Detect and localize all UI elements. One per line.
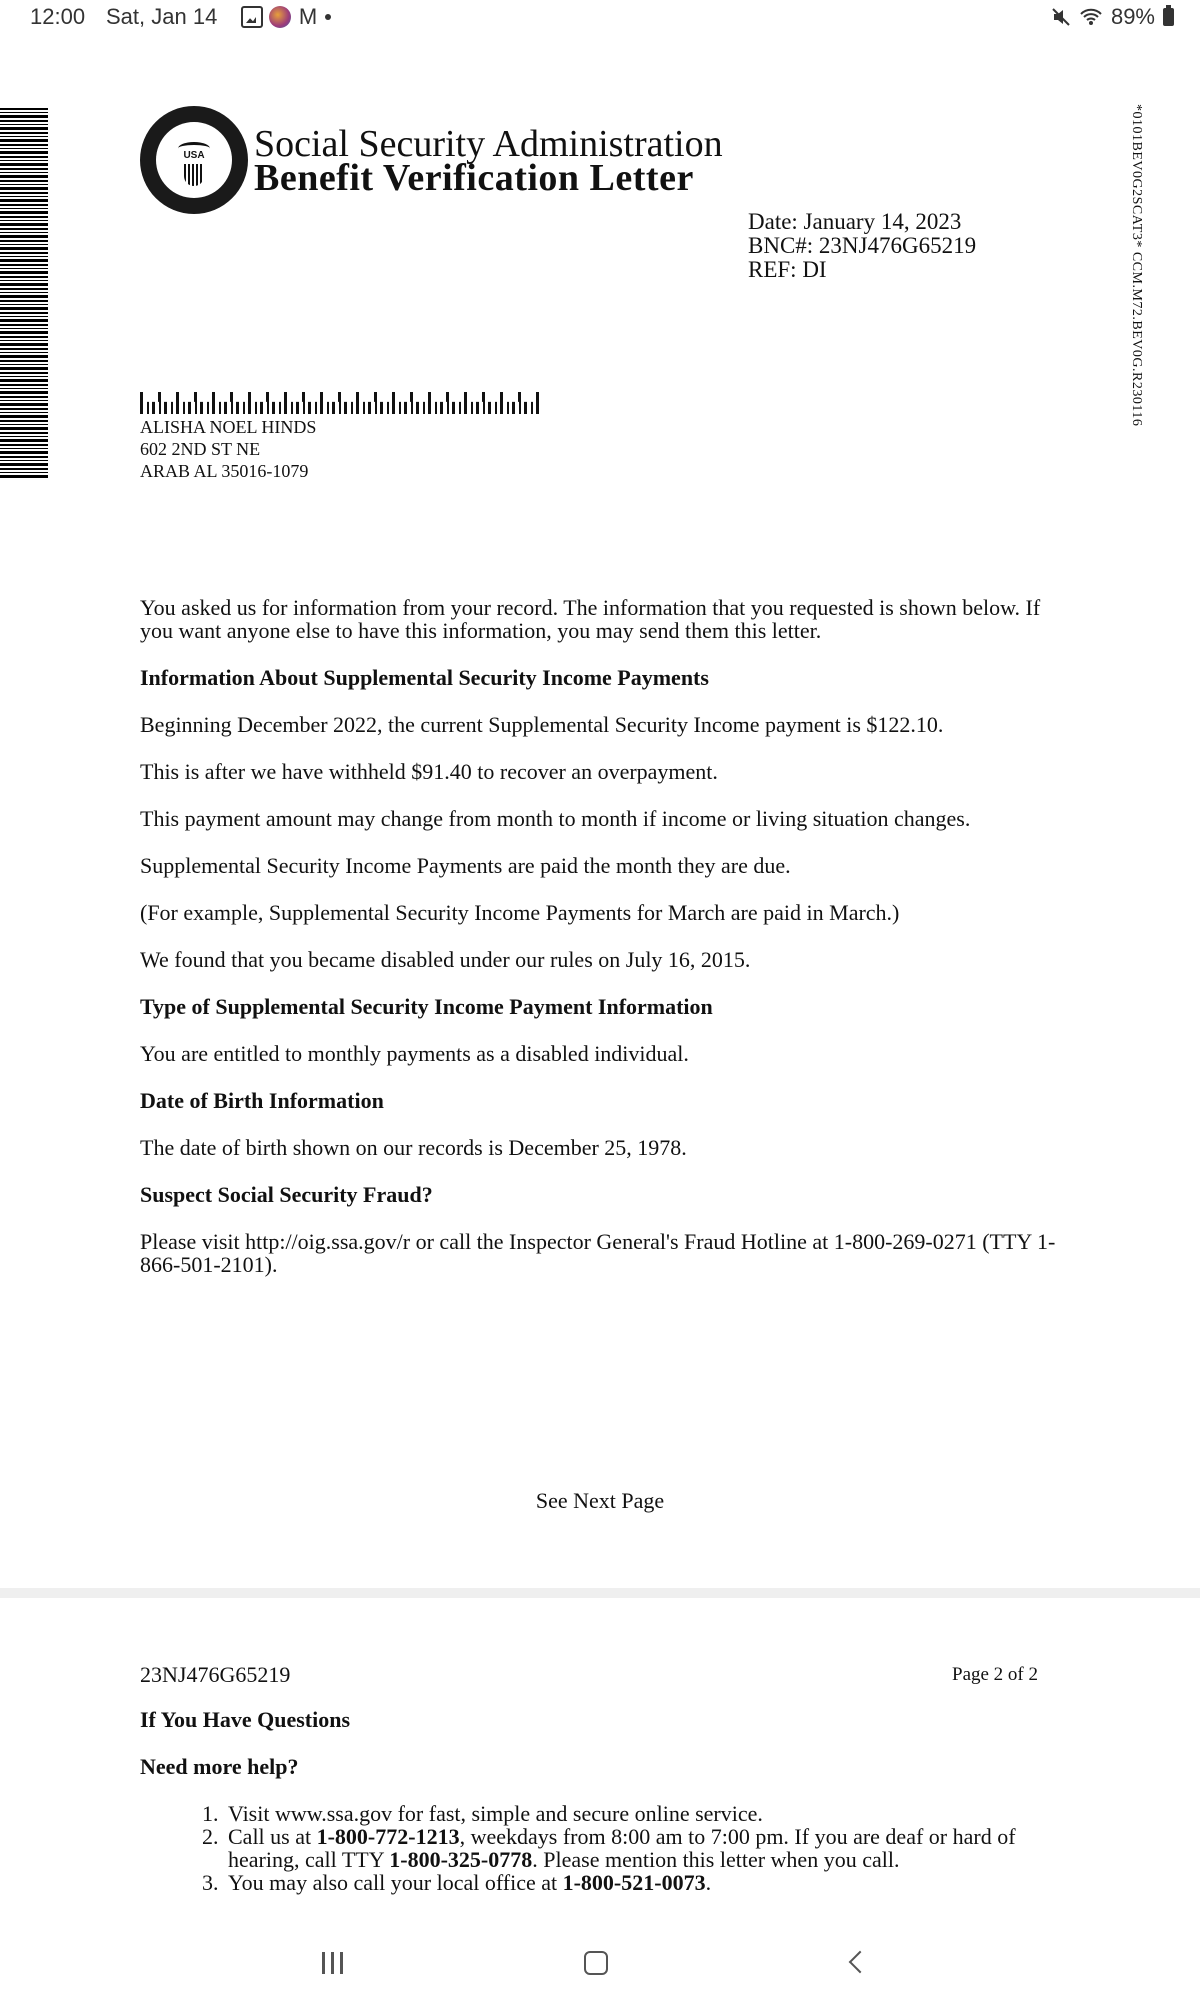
recipient-street: 602 2ND ST NE	[140, 439, 261, 459]
tty-number: 1-800-325-0778	[389, 1847, 533, 1872]
status-time: 12:00	[30, 4, 86, 29]
vertical-tracking-code: *0101BEV0G2SCAT3* CCM.M72.BEV0G.R230116	[1129, 104, 1144, 427]
seal-inner	[156, 122, 232, 198]
seal-usa: USA	[183, 150, 205, 161]
paragraph-payment: Beginning December 2022, the current Supplemental Security Income payment is $122.10.	[140, 712, 944, 737]
gmail-icon: M	[298, 4, 318, 29]
help-list	[140, 1802, 1060, 1894]
phone-number: 1-800-772-1213	[316, 1824, 460, 1849]
letter-ref: REF: DI	[748, 257, 827, 282]
letter-page-2-body	[140, 1708, 1060, 1894]
help-item-2-text-b: , weekdays from 8:00 am to 7:00 pm. If you are deaf or hard of hearing, call TTY	[228, 1824, 1016, 1872]
section-heading-questions: If You Have Questions	[140, 1707, 351, 1732]
battery-icon	[1163, 8, 1174, 26]
help-item-2-text-c: . Please mention this letter when you call.	[532, 1847, 900, 1872]
gallery-icon	[241, 6, 263, 28]
recipient-city: ARAB AL 35016-1079	[140, 461, 309, 481]
side-barcode	[0, 108, 48, 480]
see-next-page: See Next Page	[535, 1488, 665, 1513]
paragraph-change: This payment amount may change from month to month if income or living situation changes.	[140, 806, 971, 831]
paragraph-entitled: You are entitled to monthly payments as a disabled individual.	[140, 1041, 689, 1066]
paragraph-dob: The date of birth shown on our records is December 25, 1978.	[140, 1135, 687, 1160]
paragraph-disabled: We found that you became disabled under our rules on July 16, 2015.	[140, 947, 751, 972]
help-item-3-text-a: You may also call your local office at	[228, 1870, 563, 1895]
help-item-2	[224, 1825, 1060, 1871]
intro-paragraph: You asked us for information from your record. The information that you requested is shown below. If you want anyone else to have this information, you may send them this letter.	[140, 595, 1041, 643]
section-heading-fraud: Suspect Social Security Fraud?	[140, 1182, 433, 1207]
status-right	[1051, 4, 1174, 30]
page-number: Page 2 of 2	[952, 1664, 1039, 1685]
section-heading-type: Type of Supplemental Security Income Payment Information	[140, 994, 713, 1019]
letter-title: Benefit Verification Letter	[254, 157, 694, 199]
paragraph-fraud: Please visit http://oig.ssa.gov/r or call the Inspector General's Fraud Hotline at 1-800-269-0271 (TTY 1-866-501-2101).	[140, 1229, 1056, 1277]
app-icon	[269, 6, 291, 28]
recipient-address	[140, 416, 316, 482]
battery-percent: 89%	[1110, 4, 1155, 29]
paragraph-paid-month: Supplemental Security Income Payments are paid the month they are due.	[140, 853, 791, 878]
section-heading-help: Need more help?	[140, 1754, 299, 1779]
help-item-3-text-b: .	[705, 1870, 712, 1895]
mute-icon	[1051, 7, 1071, 27]
status-bar	[0, 0, 1200, 36]
paragraph-withheld: This is after we have withheld $91.40 to recover an overpayment.	[140, 759, 718, 784]
agency-name: Social Security Administration	[254, 123, 723, 165]
system-nav-bar	[0, 1940, 1200, 2000]
page-divider	[0, 1588, 1200, 1598]
help-item-2-text-a: Call us at	[228, 1824, 317, 1849]
recent-apps-icon[interactable]	[322, 1952, 344, 1974]
section-heading-ssi: Information About Supplemental Security Income Payments	[140, 665, 709, 690]
page2-bnc: 23NJ476G65219	[140, 1662, 291, 1687]
shield-icon	[184, 164, 204, 186]
letter-body	[140, 596, 1060, 1300]
help-item-1-text: Visit www.ssa.gov for fast, simple and secure online service.	[228, 1801, 763, 1826]
letter-date: Date: January 14, 2023	[748, 209, 962, 234]
recipient-name: ALISHA NOEL HINDS	[140, 417, 317, 437]
letter-bnc: BNC#: 23NJ476G65219	[748, 233, 977, 258]
help-item-1	[224, 1802, 1060, 1825]
help-item-3	[224, 1871, 1060, 1894]
back-icon[interactable]	[849, 1951, 872, 1974]
letter-meta	[748, 210, 976, 282]
status-date: Sat, Jan 14	[106, 4, 218, 29]
section-heading-dob: Date of Birth Information	[140, 1088, 384, 1113]
ssa-seal-logo	[140, 106, 248, 214]
dot-icon	[325, 14, 331, 20]
wifi-icon	[1079, 7, 1103, 27]
home-icon[interactable]	[584, 1951, 608, 1975]
local-office-number: 1-800-521-0073	[562, 1870, 706, 1895]
letter-page-1	[0, 60, 1200, 1580]
paragraph-example: (For example, Supplemental Security Income Payments for March are paid in March.)	[140, 900, 900, 925]
notification-icons	[241, 6, 331, 28]
